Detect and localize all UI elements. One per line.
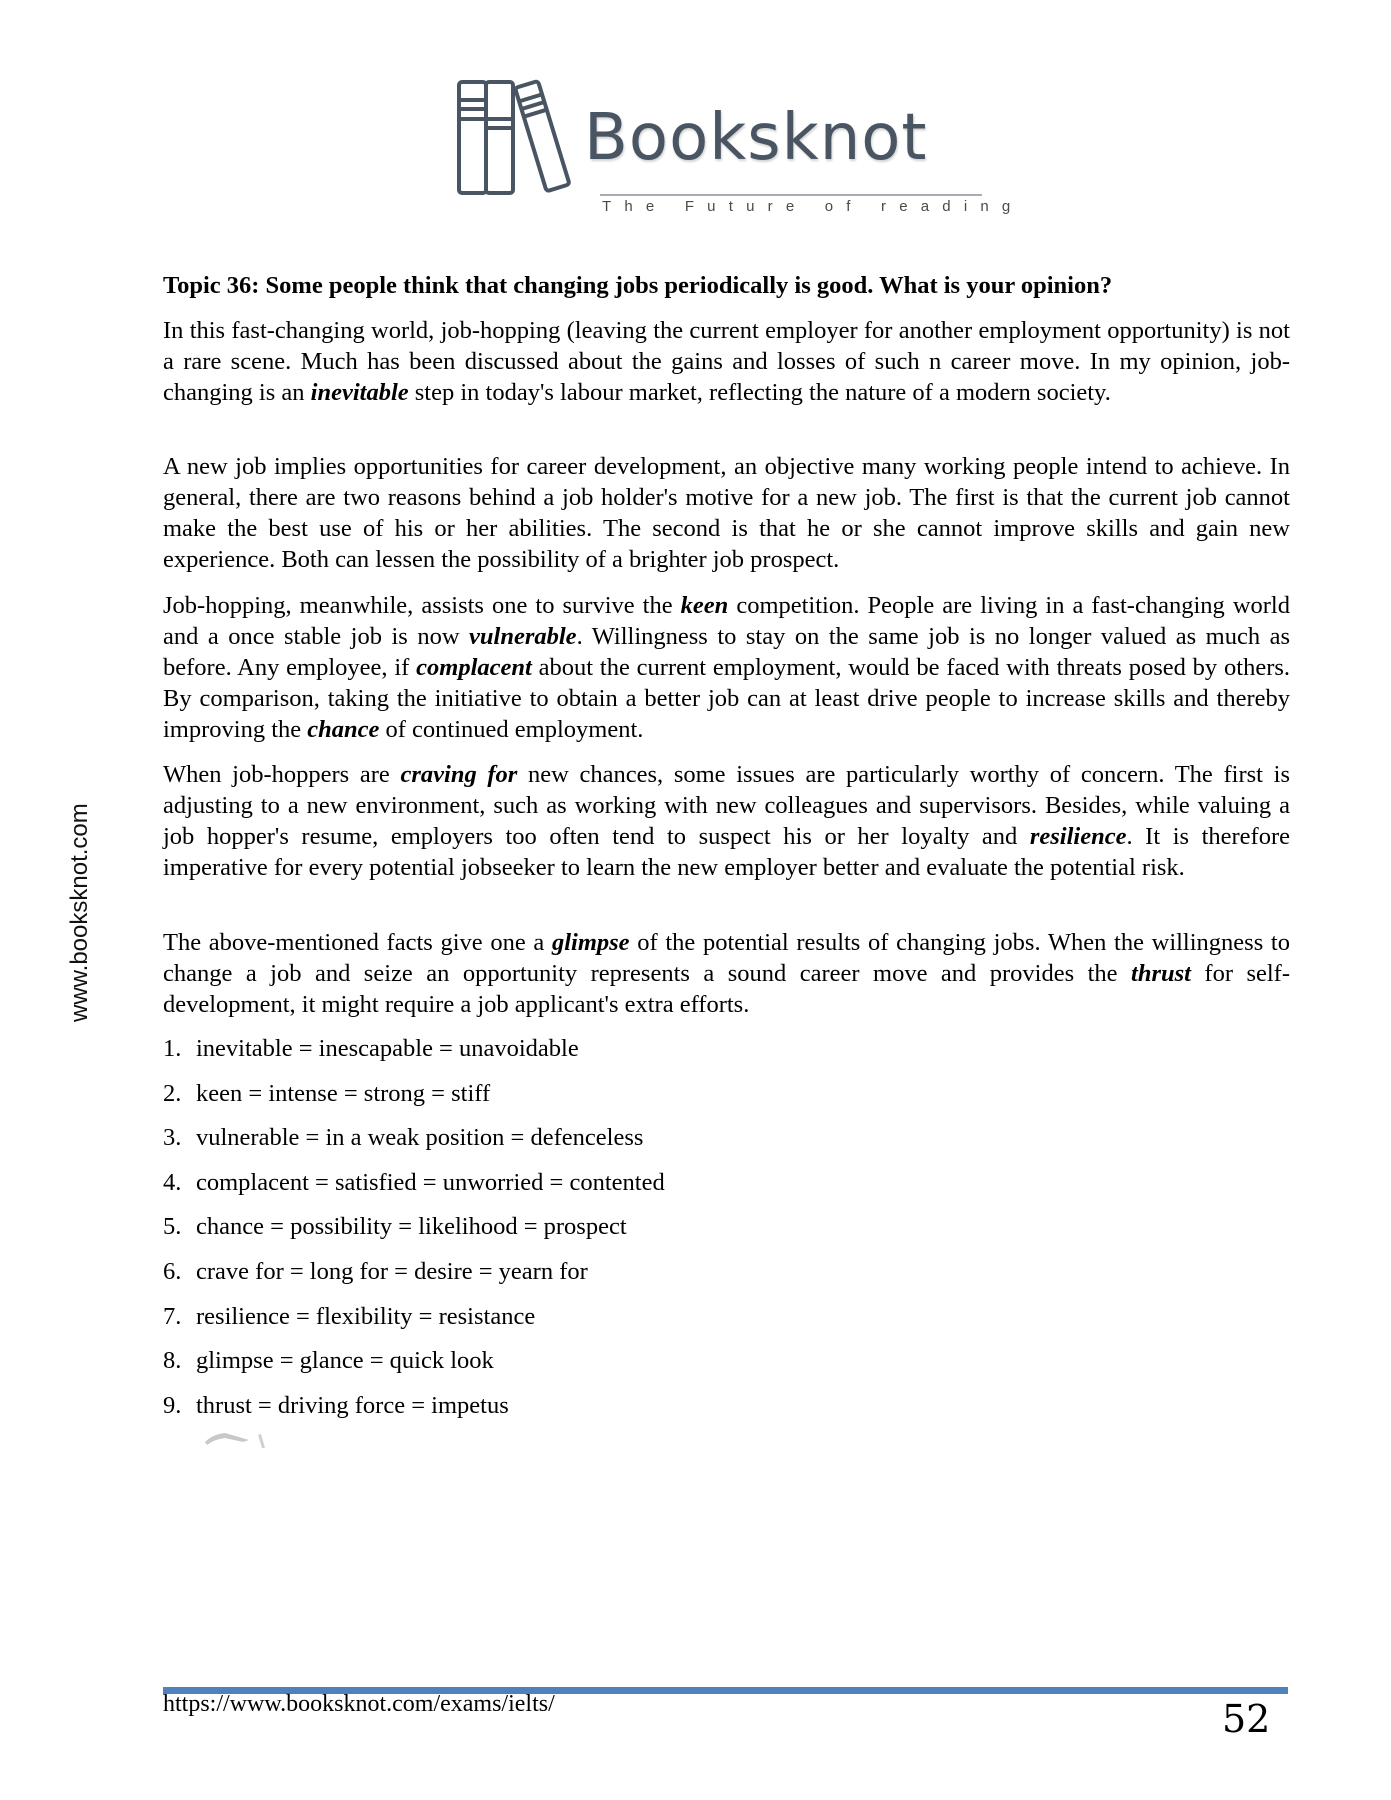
list-number: 2. bbox=[163, 1080, 182, 1107]
list-number: 5. bbox=[163, 1213, 182, 1240]
list-item bbox=[163, 1256, 588, 1287]
vocabulary-keyword: chance bbox=[307, 716, 380, 743]
list-number: 4. bbox=[163, 1169, 182, 1196]
list-text: inevitable = inescapable = unavoidable bbox=[196, 1035, 579, 1062]
vocabulary-keyword: vulnerable bbox=[469, 623, 577, 650]
vocabulary-keyword: glimpse bbox=[551, 929, 630, 956]
brand-name: Booksknot bbox=[584, 101, 928, 175]
paragraph-1: In this fast-changing world, job-hopping (leaving the current employer for another employment opportunity) is not a rare scene. Much has been discussed about the gains and losses of such n career move. In my opinion, job-changing is an inevitable step in today's labour market, reflecting the nature of a modern society. bbox=[163, 317, 1290, 406]
list-item bbox=[163, 1211, 627, 1242]
vocabulary-keyword: craving for bbox=[400, 761, 518, 788]
list-text: complacent = satisfied = unworried = contented bbox=[196, 1169, 665, 1196]
list-number: 1. bbox=[163, 1035, 182, 1062]
list-text: resilience = flexibility = resistance bbox=[196, 1303, 536, 1330]
list-number: 3. bbox=[163, 1124, 182, 1151]
list-text: chance = possibility = likelihood = prospect bbox=[196, 1213, 627, 1240]
paragraph-3: Job-hopping, meanwhile, assists one to survive the keen competition. People are living in a fast-changing world and a once stable job is now vulnerable. Willingness to stay on the same job is no longer valued as much as before. Any employee, if complacent about the current employment, would be faced with threats posed by others. By comparison, taking the initiative to obtain a better job can at least drive people to increase skills and thereby improving the chance of continued employment. bbox=[163, 592, 1291, 743]
booksknot-logo bbox=[452, 76, 1024, 226]
list-text: vulnerable = in a weak position = defenceless bbox=[196, 1124, 644, 1151]
brand-divider bbox=[600, 194, 982, 196]
books-icon bbox=[452, 76, 582, 201]
side-website-url: www.booksknot.com bbox=[66, 803, 93, 1022]
vocabulary-keyword: keen bbox=[680, 592, 729, 619]
watermark-fragment bbox=[203, 1430, 283, 1450]
list-item bbox=[163, 1122, 643, 1153]
list-text: thrust = driving force = impetus bbox=[196, 1392, 509, 1419]
list-item bbox=[163, 1390, 509, 1421]
list-item bbox=[163, 1078, 490, 1109]
paragraph-2: A new job implies opportunities for career development, an objective many working people intend to achieve. In general, there are two reasons behind a job holder's motive for a new job. The first is that the current job cannot make the best use of his or her abilities. The second is that he or she cannot improve skills and gain new experience. Both can lessen the possibility of a brighter job prospect. bbox=[163, 453, 1290, 573]
list-item bbox=[163, 1167, 665, 1198]
list-text: crave for = long for = desire = yearn for bbox=[196, 1258, 588, 1285]
topic-title: Topic 36: Some people think that changing jobs periodically is good. What is your opinion? bbox=[163, 272, 1113, 299]
paragraph-5: The above-mentioned facts give one a glimpse of the potential results of changing jobs. When the willingness to change a job and seize an opportunity represents a sound career move and provides the thrust for self-development, it might require a job applicant's extra efforts. bbox=[163, 929, 1290, 1018]
list-number: 9. bbox=[163, 1392, 182, 1419]
list-text: keen = intense = strong = stiff bbox=[196, 1080, 491, 1107]
list-item bbox=[163, 1301, 535, 1332]
list-item bbox=[163, 1033, 579, 1064]
vocabulary-keyword: complacent bbox=[416, 654, 532, 681]
paragraph-4: When job-hoppers are craving for new chances, some issues are particularly worthy of concern. The first is adjusting to a new environment, such as working with new colleagues and supervisors. Besides, while valuing a job hopper's resume, employers too often tend to suspect his or her loyalty and resilience. It is therefore imperative for every potential jobseeker to learn the new employer better and evaluate the potential risk. bbox=[163, 761, 1290, 881]
footer-url[interactable]: https://www.booksknot.com/exams/ielts/ bbox=[163, 1691, 555, 1717]
list-number: 7. bbox=[163, 1303, 182, 1330]
list-number: 6. bbox=[163, 1258, 182, 1285]
vocabulary-keyword: inevitable bbox=[310, 379, 409, 406]
list-item bbox=[163, 1345, 494, 1376]
list-number: 8. bbox=[163, 1347, 182, 1374]
vocabulary-keyword: resilience bbox=[1029, 823, 1127, 850]
vocabulary-keyword: thrust bbox=[1131, 960, 1191, 987]
brand-tagline: The Future of reading bbox=[602, 198, 1024, 215]
list-text: glimpse = glance = quick look bbox=[196, 1347, 494, 1374]
page-number: 52 bbox=[1222, 1697, 1271, 1741]
